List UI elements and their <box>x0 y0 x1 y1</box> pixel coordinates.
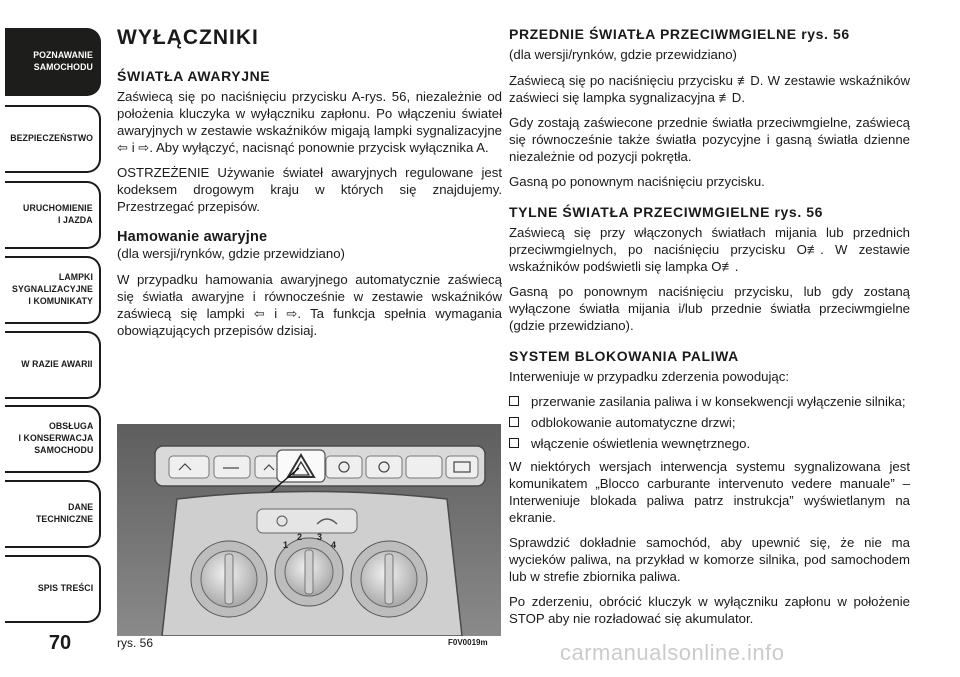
tab-label: W RAZIE AWARII <box>21 359 93 370</box>
figure-caption: rys. 56 <box>117 636 154 650</box>
page-number: 70 <box>48 632 72 654</box>
list-item <box>509 435 910 452</box>
tab-label: DANE TECHNICZNE <box>35 502 93 525</box>
checkbox-icon <box>509 396 519 406</box>
front-fog-subtitle: (dla wersji/rynków, gdzie przewidziano) <box>509 47 737 62</box>
watermark: carmanualsonline.info <box>560 640 785 665</box>
tab-spis-tresci[interactable] <box>5 555 101 623</box>
fan-speed-2: 2 <box>297 532 303 542</box>
list-item-text: odblokowanie automatyczne drzwi; <box>531 415 736 430</box>
list-item <box>509 414 910 431</box>
tab-label: BEZPIECZEŃSTWO <box>10 133 93 144</box>
fan-speed-1: 1 <box>283 540 289 550</box>
fan-speed-4: 4 <box>331 540 337 550</box>
front-fog-paragraph-2: Gdy zostają zaświecone przednie światła przeciwmgielne, zaświecą się równocześnie także światła pozycyjne i gasną światła dzienne niezależnie od pozycji pokrętła. <box>509 115 910 164</box>
emergency-braking-subtitle: (dla wersji/rynków, gdzie przewidziano) <box>117 246 345 261</box>
emergency-braking-paragraph: W przypadku hamowania awaryjnego automatycznie zaświecą się światła awaryjne i równocześnie w zestawie wskaźników zaświecą się lampki ⇦ i ⇨. Ta funkcja spełnia wymagania obowiązujących przepisów dzisiaj. <box>117 272 502 338</box>
dashboard-control-figure <box>117 424 501 636</box>
tab-poznawanie-samochodu[interactable] <box>5 28 101 96</box>
hazard-lights-heading: ŚWIATŁA AWARYJNE <box>117 68 271 84</box>
chapter-sidebar <box>0 0 104 677</box>
rear-fog-paragraph-2: Gasną po ponownym naciśnięciu przycisku, lub gdy zostaną wyłączone światła mijania i/lub przednie światła przeciwmgielne (gdzie przewidziano). <box>509 284 910 333</box>
checkbox-icon <box>509 417 519 427</box>
tab-label: POZNAWANIE SAMOCHODU <box>33 50 93 73</box>
list-item-text: przerwanie zasilania paliwa i w konsekwencji wyłączenie silnika; <box>531 394 906 409</box>
fuel-cutoff-paragraph-2: Sprawdzić dokładnie samochód, aby upewnić się, że nie ma wycieków paliwa, na przykład w komorze silnika, pod samochodem lub w strefie zbiornika paliwa. <box>509 535 910 584</box>
front-fog-paragraph-1: Zaświecą się po naciśnięciu przycisku ≢D. W zestawie wskaźników zaświeci się lampka sygnalizacyjna ≢D. <box>509 73 910 105</box>
tab-label: URUCHOMIENIE I JAZDA <box>23 203 93 226</box>
tab-dane-techniczne[interactable] <box>5 480 101 548</box>
list-item-text: włączenie oświetlenia wewnętrznego. <box>531 436 751 451</box>
tab-label: LAMPKI SYGNALIZACYJNE I KOMUNIKATY <box>12 272 93 307</box>
hazard-button-a <box>277 450 325 482</box>
checkbox-icon <box>509 438 519 448</box>
front-fog-paragraph-3: Gasną po ponownym naciśnięciu przycisku. <box>509 174 765 189</box>
fan-speed-3: 3 <box>317 532 323 542</box>
right-column <box>509 26 910 635</box>
control-panel-illustration <box>117 424 501 636</box>
fan-speed-knob <box>275 532 343 606</box>
rear-fog-heading: TYLNE ŚWIATŁA PRZECIWMGIELNE rys. 56 <box>509 204 824 220</box>
tab-bezpieczenstwo[interactable] <box>5 105 101 173</box>
tab-obsluga-i-konserwacja[interactable] <box>5 405 101 473</box>
front-fog-heading: PRZEDNIE ŚWIATŁA PRZECIWMGIELNE rys. 56 <box>509 26 850 42</box>
hazard-lights-paragraph: Zaświecą się po naciśnięciu przycisku A-rys. 56, niezależnie od położenia kluczyka w wyłączniku zapłonu. Po włączeniu świateł awaryjnych w zestawie wskaźników migają lampki sygnalizacyjne ⇦ i ⇨. Aby wyłączyć, nacisnąć ponownie przycisk wyłącznika A. <box>117 89 502 155</box>
section-title: WYŁĄCZNIKI <box>117 26 259 49</box>
tab-label: OBSŁUGA I KONSERWACJA SAMOCHODU <box>18 421 93 456</box>
rear-fog-paragraph-1: Zaświecą się przy włączonych światłach mijania lub przednich przeciwmgielnych, po naciśnięciu przycisku O≢. W zestawie wskaźników podświetli się lampka O≢. <box>509 225 910 274</box>
fuel-cutoff-paragraph-1: W niektórych wersjach interwencja systemu sygnalizowana jest komunikatem „Blocco carburante intervenuto vedere manuale” – Interweniuje blokada paliwa patrz instrukcja” wyświetlanym na ekranie. <box>509 459 910 525</box>
tab-label: SPIS TREŚCI <box>37 583 93 594</box>
tab-uruchomienie-i-jazda[interactable] <box>5 181 101 249</box>
tab-lampki-sygnalizacyjne[interactable] <box>5 256 101 324</box>
fuel-cutoff-intro: Interweniuje w przypadku zderzenia powodując: <box>509 369 790 384</box>
figure-code: F0V0019m <box>448 638 488 647</box>
tab-w-razie-awarii[interactable] <box>5 331 101 399</box>
fuel-cutoff-list <box>509 393 910 452</box>
emergency-braking-heading: Hamowanie awaryjne <box>117 229 268 245</box>
temperature-knob <box>191 541 267 617</box>
fuel-cutoff-paragraph-3: Po zderzeniu, obrócić kluczyk w wyłączniku zapłonu w położenie STOP aby nie rozładować się akumulator. <box>509 594 910 626</box>
left-column <box>117 26 502 347</box>
air-distribution-knob <box>351 541 427 617</box>
hazard-warning-paragraph: OSTRZEŻENIE Używanie świateł awaryjnych regulowane jest kodeksem drogowym kraju w których się znajdujemy. Przestrzegać przepisów. <box>117 165 502 214</box>
list-item <box>509 393 910 410</box>
fuel-cutoff-heading: SYSTEM BLOKOWANIA PALIWA <box>509 348 739 364</box>
